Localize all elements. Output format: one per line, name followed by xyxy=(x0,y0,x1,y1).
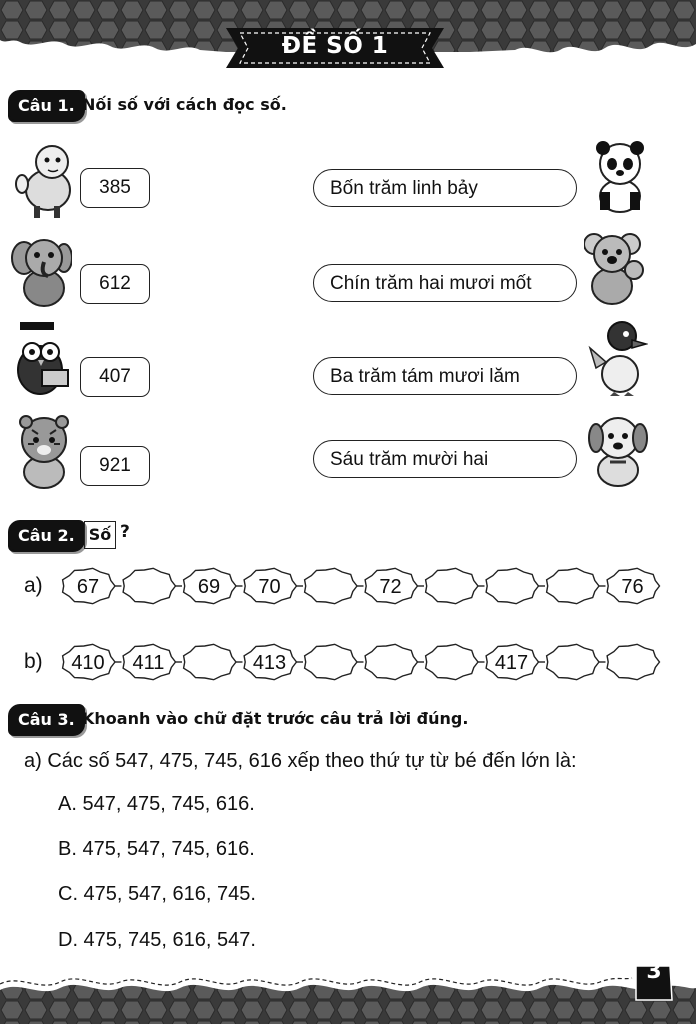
sequence-a-cell[interactable] xyxy=(305,568,357,603)
sequence-b-cell-value: 413 xyxy=(252,652,287,674)
question-1-prompt: Nối số với cách đọc số. xyxy=(82,95,287,114)
tiger-icon xyxy=(14,410,76,490)
question-1-badge: Câu 1. xyxy=(8,90,85,122)
sequence-b-cell[interactable] xyxy=(547,644,599,679)
sequence-b-cell[interactable] xyxy=(426,644,478,679)
panda-icon xyxy=(590,136,652,216)
sequence-a-cell-value: 67 xyxy=(76,576,100,598)
sheep-icon xyxy=(12,140,74,220)
sequence-b-cell[interactable] xyxy=(607,644,659,679)
sequence-row-b xyxy=(0,632,696,692)
sequence-a-cell-value: 69 xyxy=(197,576,221,598)
option-d[interactable]: D. 475, 745, 616, 547. xyxy=(58,929,256,951)
sequence-a-cell[interactable] xyxy=(486,568,538,603)
reading-box-4: Sáu trăm mười hai xyxy=(313,440,577,478)
dog-icon xyxy=(588,408,650,488)
page-number: 3 xyxy=(646,959,662,984)
sequence-b-cell[interactable] xyxy=(184,644,236,679)
sequence-b-cell-value: 417 xyxy=(494,652,529,674)
sequence-a-cell[interactable] xyxy=(426,568,478,603)
sequence-b-cell[interactable] xyxy=(365,644,417,679)
footer-wave xyxy=(0,960,696,1024)
number-placeholder-box: Số xyxy=(84,521,116,549)
number-box-3: 407 xyxy=(80,357,150,397)
question-2-mark: ? xyxy=(120,522,130,542)
number-box-2: 612 xyxy=(80,264,150,304)
reading-box-3: Ba trăm tám mươi lăm xyxy=(313,357,577,395)
question-3-prompt: Khoanh vào chữ đặt trước câu trả lời đúng. xyxy=(82,709,469,728)
question-3-statement: a) Các số 547, 475, 745, 616 xếp theo thứ tự từ bé đến lớn là: xyxy=(24,750,577,772)
duck-icon xyxy=(586,318,648,398)
number-box-1: 385 xyxy=(80,168,150,208)
sequence-row-a-cells xyxy=(0,556,696,616)
koala-icon xyxy=(584,226,646,306)
option-c[interactable]: C. 475, 547, 616, 745. xyxy=(58,883,256,905)
sequence-row-a-label: a) xyxy=(24,574,43,597)
reading-box-1: Bốn trăm linh bảy xyxy=(313,169,577,207)
option-a[interactable]: A. 547, 475, 745, 616. xyxy=(58,793,255,815)
sequence-a-cell-value: 72 xyxy=(379,576,402,598)
question-3-badge: Câu 3. xyxy=(8,704,85,736)
sequence-a-cell[interactable] xyxy=(123,568,175,603)
option-b[interactable]: B. 475, 547, 745, 616. xyxy=(58,838,255,860)
sequence-row-a xyxy=(0,556,696,616)
sequence-b-cell-value: 411 xyxy=(132,652,165,674)
owl-icon xyxy=(12,318,74,398)
sequence-b-cell[interactable] xyxy=(305,644,357,679)
elephant-icon xyxy=(10,230,72,310)
sequence-row-b-label: b) xyxy=(24,650,43,673)
sequence-a-cell-value: 70 xyxy=(258,576,281,598)
reading-box-2: Chín trăm hai mươi mốt xyxy=(313,264,577,302)
sequence-a-cell-value: 76 xyxy=(621,576,644,598)
sequence-a-cell[interactable] xyxy=(547,568,599,603)
number-box-4: 921 xyxy=(80,446,150,486)
sequence-b-cell-value: 410 xyxy=(71,652,105,674)
page-title: ĐỀ SỐ 1 xyxy=(281,33,389,59)
sequence-row-b-cells xyxy=(0,632,696,692)
question-2-badge: Câu 2. xyxy=(8,520,85,552)
